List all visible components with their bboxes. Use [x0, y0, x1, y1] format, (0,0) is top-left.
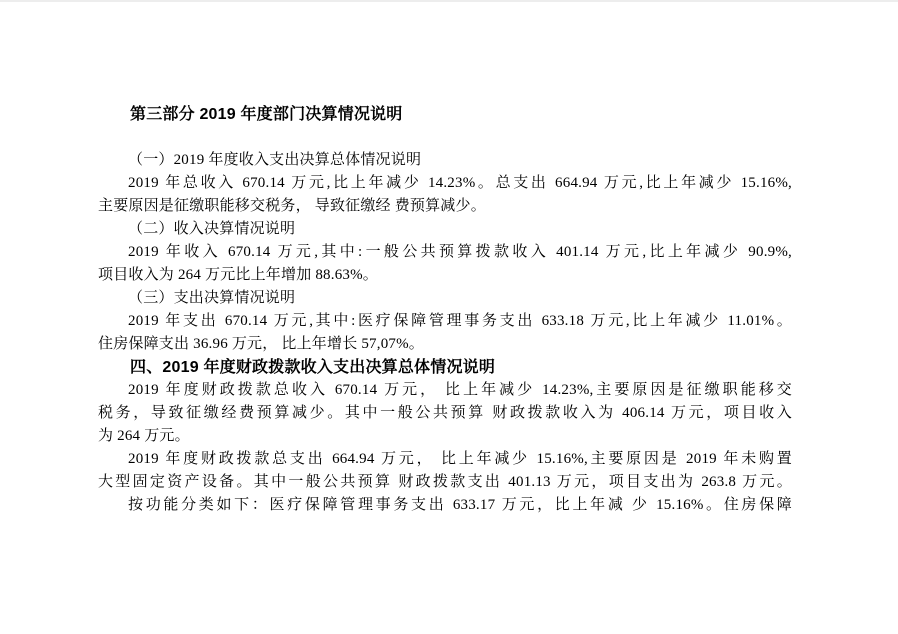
document-line: 按功能分类如下：医疗保障管理事务支出 633.17 万元，比上年减 少 15.16%。住房保障: [128, 497, 792, 513]
document-line: 2019 年度财政拨款总支出 664.94 万元， 比上年减少 15.16%,主要原因是 2019 年未购置: [128, 451, 792, 467]
document-line: 税务，导致征缴经费预算减少。其中一般公共预算 财政拨款收入为 406.14 万元，项目收入: [98, 405, 792, 421]
document-line: （一）2019 年度收入支出决算总体情况说明: [128, 152, 422, 168]
document-line: 主要原因是征缴职能移交税务， 导致征缴经 费预算减少。: [98, 198, 486, 214]
document-line: 住房保障支出 36.96 万元， 比上年增长 57,07%。: [98, 336, 424, 352]
document-line: 为 264 万元。: [98, 428, 190, 444]
document-line: 项目收入为 264 万元比上年增加 88.63%。: [98, 267, 378, 283]
document-line: 2019 年支出 670.14 万元,其中:医疗保障管理事务支出 633.18 万元,比上年减少 11.01%。: [128, 313, 792, 329]
section-heading: 第三部分 2019 年度部门决算情况说明: [130, 106, 403, 123]
section-heading: 四、2019 年度财政拨款收入支出决算总体情况说明: [130, 359, 496, 376]
document-line: （二）收入决算情况说明: [128, 221, 296, 237]
document-line: 2019 年总收入 670.14 万元,比上年减少 14.23%。总支出 664.94 万元,比上年减少 15.16%,: [128, 175, 792, 191]
document-line: 2019 年度财政拨款总收入 670.14 万元， 比上年减少 14.23%,主要原因是征缴职能移交: [128, 382, 792, 398]
document-line: 2019 年收入 670.14 万元,其中:一般公共预算拨款收入 401.14 万元,比上年减少 90.9%,: [128, 244, 792, 260]
page-top-edge: [0, 0, 898, 2]
document-line: （三）支出决算情况说明: [128, 290, 296, 306]
document-line: 大型固定资产设备。其中一般公共预算 财政拨款支出 401.13 万元，项目支出为 263.8 万元。: [98, 474, 792, 490]
document-body: [98, 103, 792, 517]
